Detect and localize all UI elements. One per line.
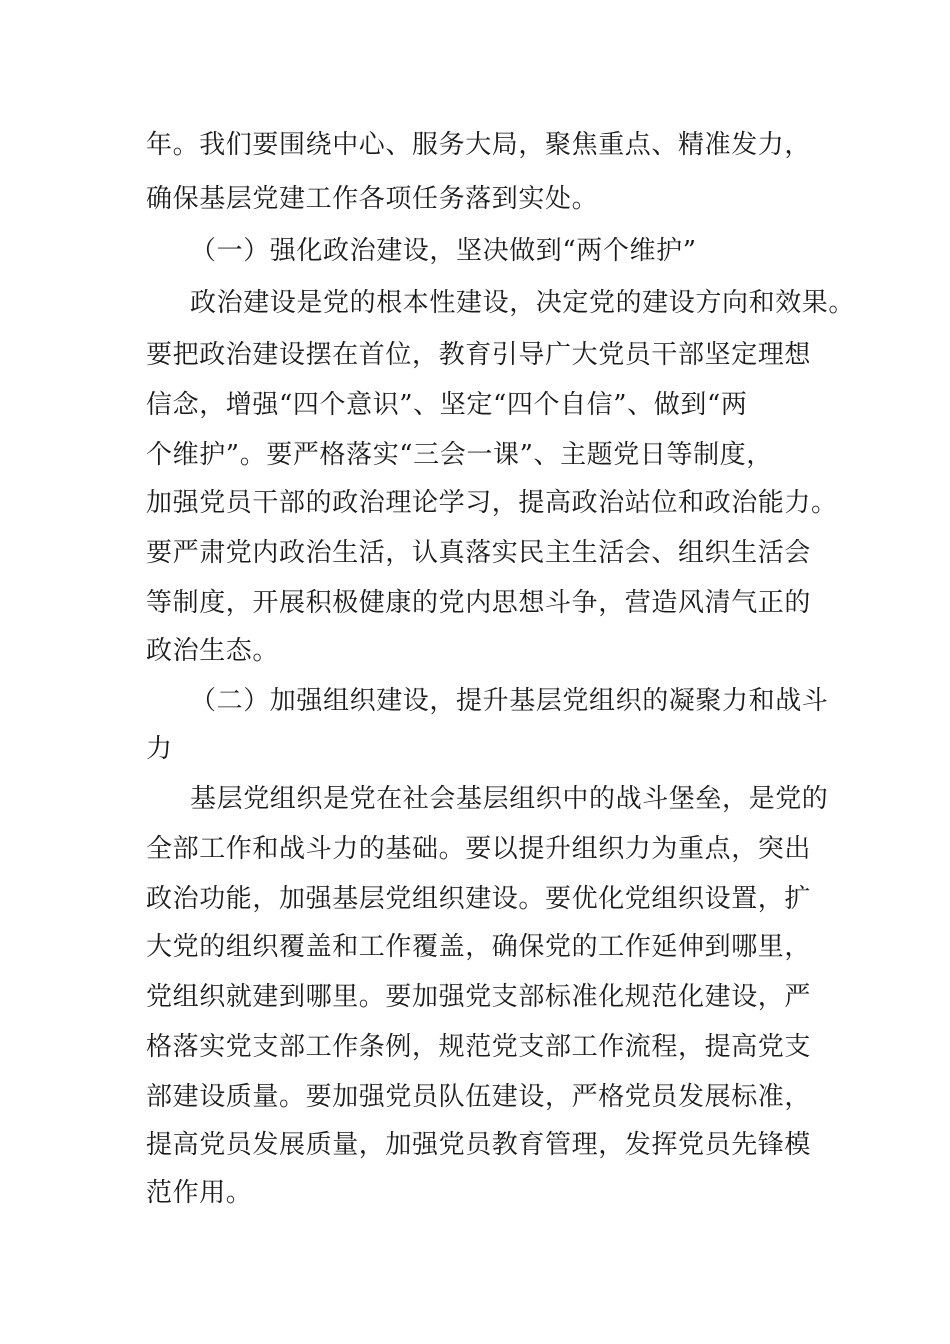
text-line: 加强党员干部的政治理论学习，提高政治站位和政治能力。: [146, 488, 838, 518]
section-heading-2: （二）加强组织建设，提升基层党组织的凝聚力和战斗: [190, 686, 829, 716]
text-line: 个维护”。要严格落实“三会一课”、主题党日等制度，: [146, 440, 773, 470]
text-line: 基层党组织是党在社会基层组织中的战斗堡垒，是党的: [190, 784, 829, 814]
text-line: 要严肃党内政治生活，认真落实民主生活会、组织生活会: [146, 538, 812, 568]
text-line: 政治生态。: [146, 636, 280, 666]
text-line: 信念，增强“四个意识”、坚定“四个自信”、做到“两: [146, 390, 748, 420]
text-line: 要把政治建设摆在首位，教育引导广大党员干部坚定理想: [146, 340, 812, 370]
text-line: 大党的组织覆盖和工作覆盖，确保党的工作延伸到哪里，: [146, 932, 812, 962]
text-line: 年。我们要围绕中心、服务大局，聚焦重点、精准发力，: [146, 130, 812, 160]
text-line: 政治建设是党的根本性建设，决定党的建设方向和效果。: [190, 288, 856, 318]
text-line: 等制度，开展积极健康的党内思想斗争，营造风清气正的: [146, 588, 812, 618]
text-line: 格落实党支部工作条例，规范党支部工作流程，提高党支: [146, 1032, 812, 1062]
text-line: 党组织就建到哪里。要加强党支部标准化规范化建设，严: [146, 982, 812, 1012]
text-line: 确保基层党建工作各项任务落到实处。: [146, 184, 599, 214]
text-line: 全部工作和战斗力的基础。要以提升组织力为重点，突出: [146, 834, 812, 864]
text-line: 部建设质量。要加强党员队伍建设，严格党员发展标准，: [146, 1082, 812, 1112]
section-heading-1: （一）强化政治建设，坚决做到“两个维护”: [190, 236, 697, 266]
text-line: 政治功能，加强基层党组织建设。要优化党组织设置，扩: [146, 884, 812, 914]
text-line: 范作用。: [146, 1178, 253, 1208]
section-heading-2-continued: 力: [146, 734, 173, 764]
text-line: 提高党员发展质量，加强党员教育管理，发挥党员先锋模: [146, 1130, 812, 1160]
